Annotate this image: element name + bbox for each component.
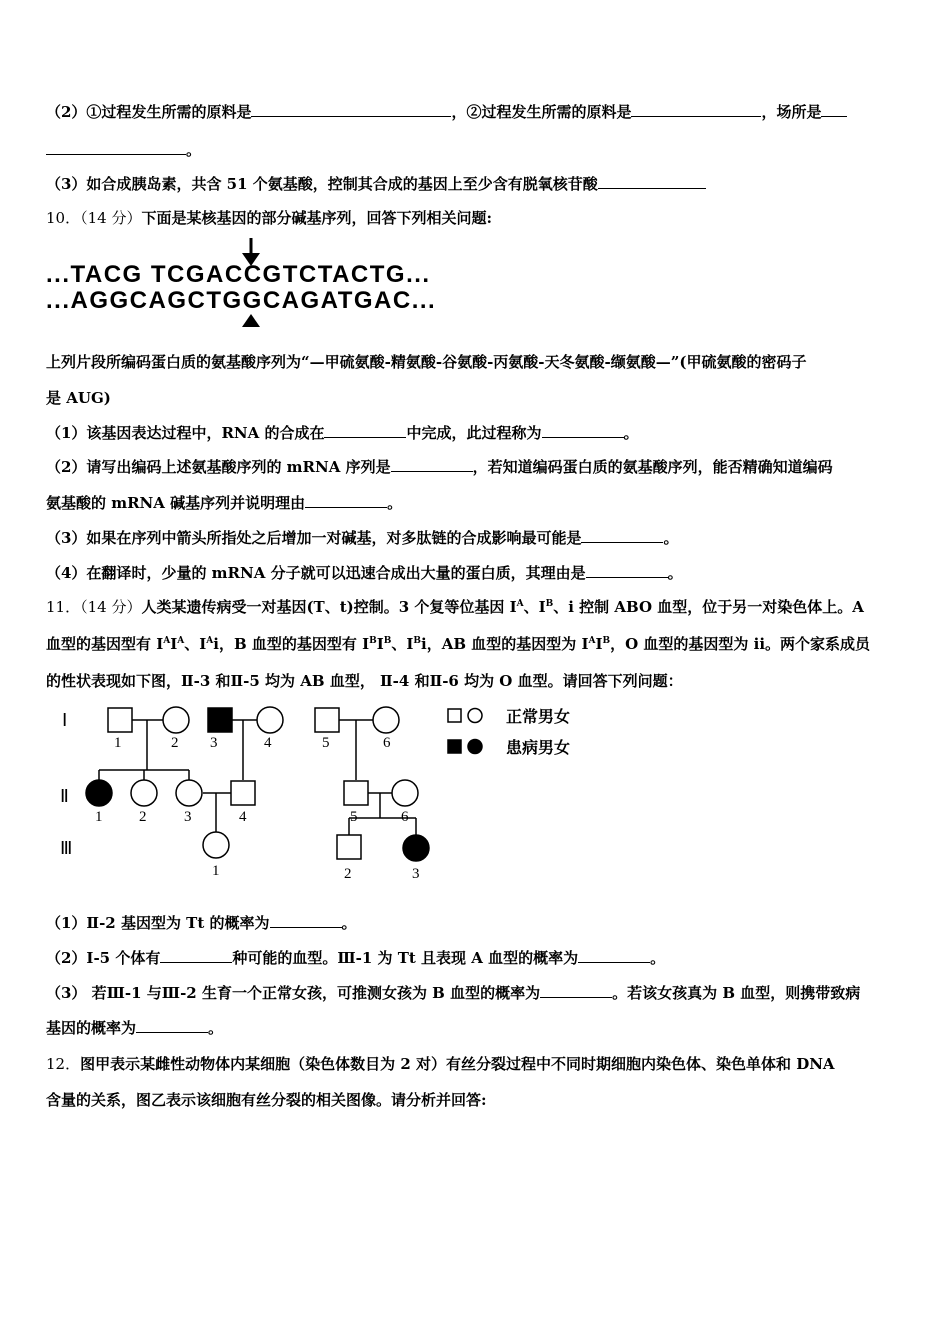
question-number: 12．: [46, 1055, 81, 1073]
q10-part2-text-b: ，若知道编码蛋白质的氨基酸序列，能否精确知道编码: [472, 458, 833, 476]
superscript: A: [206, 636, 214, 646]
superscript: B: [545, 599, 554, 609]
answer-blank[interactable]: [270, 913, 342, 928]
normal-male-icon: [448, 709, 461, 722]
q9-part2-line2: [46, 140, 201, 160]
individual-I-1-normal-male: [108, 708, 132, 732]
q10-part2-line1: [46, 457, 833, 477]
answer-blank[interactable]: [160, 948, 232, 963]
period: 。: [341, 914, 357, 932]
individual-II-2-normal-female: [131, 780, 157, 806]
label-II-6: 6: [401, 809, 409, 825]
q11-text: i，B 血型的基因型有 I: [213, 635, 370, 653]
q9-part3-text: （3）如合成胰岛素，共含 51 个氨基酸，控制其合成的基因上至少含有脱氧核苷酸: [46, 175, 598, 193]
individual-I-2-normal-female: [163, 707, 189, 733]
generation-label-II: Ⅱ: [60, 786, 69, 806]
individual-II-5-normal-male: [344, 781, 368, 805]
superscript: A: [163, 636, 171, 646]
q10-stem-text: 下面是某核基因的部分碱基序列，回答下列相关问题:: [141, 209, 492, 227]
period: 。: [186, 141, 202, 159]
q10-part3: [46, 528, 678, 548]
q11-text: 人类某遗传病受一对基因(T、t)控制。3 个复等位基因 I: [141, 598, 517, 616]
q12-text: 图甲表示某雌性动物体内某细胞（染色体数目为 2 对）有丝分裂过程中不同时期细胞内染色体、染色单体和 DNA: [80, 1055, 835, 1073]
q12-stem-line2: [46, 1090, 487, 1110]
generation-label-I: Ⅰ: [62, 710, 68, 730]
q10-part2-text-c: 氨基酸的 mRNA 碱基序列并说明理由: [46, 494, 306, 512]
answer-blank[interactable]: [305, 493, 387, 508]
individual-I-6-normal-female: [373, 707, 399, 733]
period: 。: [663, 529, 679, 547]
period: 。: [667, 564, 683, 582]
label-I-2: 2: [171, 735, 179, 751]
answer-blank[interactable]: [540, 983, 612, 998]
q10-part1-text-a: （1）该基因表达过程中，RNA 的合成在: [46, 424, 325, 442]
label-II-3: 3: [184, 809, 192, 825]
label-I-3: 3: [210, 735, 218, 751]
label-I-1: 1: [114, 735, 122, 751]
q10-intro-line2: [46, 388, 111, 408]
answer-blank[interactable]: [542, 423, 624, 438]
q11-stem-line2: [46, 634, 870, 654]
superscript: B: [383, 636, 392, 646]
q9-part2-text-a: （2）①过程发生所需的原料是: [46, 103, 252, 121]
superscript: B: [369, 636, 377, 646]
pedigree-chart: [46, 700, 606, 892]
q11-text: ，O 血型的基因型为 ii。两个家系成员: [610, 635, 871, 653]
q9-part2-text-c: ，场所是: [761, 103, 822, 121]
period: 。: [650, 949, 666, 967]
q9-part3: [46, 174, 706, 194]
legend-affected-label: 患病男女: [506, 740, 571, 757]
q11-part3-line1: [46, 983, 860, 1003]
q10-part4: [46, 563, 683, 583]
label-II-1: 1: [95, 809, 103, 825]
individual-III-3-affected-female: [403, 835, 429, 861]
individual-II-4-normal-male: [231, 781, 255, 805]
label-III-2: 2: [344, 866, 352, 882]
q11-part2-text-b: 种可能的血型。Ⅲ-1 为 Tt 且表现 A 血型的概率为: [232, 949, 579, 967]
q11-part1-text: （1）Ⅱ-2 基因型为 Tt 的概率为: [46, 914, 270, 932]
label-I-5: 5: [322, 735, 330, 751]
label-III-1: 1: [212, 863, 220, 879]
q11-part2: [46, 948, 665, 968]
individual-I-4-normal-female: [257, 707, 283, 733]
q11-text: i，AB 血型的基因型为 I: [421, 635, 589, 653]
period: 。: [208, 1019, 224, 1037]
pedigree-legend: [448, 707, 570, 757]
period: 。: [387, 494, 403, 512]
q11-part1: [46, 913, 357, 933]
superscript: A: [588, 636, 596, 646]
answer-blank[interactable]: [578, 948, 650, 963]
answer-blank[interactable]: [821, 102, 847, 117]
q10-stem: [46, 208, 492, 228]
answer-blank[interactable]: [391, 457, 473, 472]
individual-II-3-normal-female: [176, 780, 202, 806]
q10-intro-text-b: 是 AUG): [46, 389, 111, 407]
normal-female-icon: [468, 709, 482, 723]
individual-I-5-normal-male: [315, 708, 339, 732]
generation-label-III: Ⅲ: [60, 838, 73, 858]
label-I-6: 6: [383, 735, 391, 751]
q10-part1: [46, 423, 639, 443]
q11-stem-line3: [46, 671, 683, 691]
q10-part2-line2: [46, 493, 402, 513]
q10-intro-text-a: 上列片段所编码蛋白质的氨基酸序列为“—甲硫氨酸-精氨酸-谷氨酸-丙氨酸-天冬氨酸-缬氨酸—”(甲硫氨酸的密码子: [46, 353, 807, 371]
q11-stem-line1: [46, 597, 864, 617]
answer-blank[interactable]: [324, 423, 406, 438]
q10-part1-text-b: 中完成，此过程称为: [406, 424, 542, 442]
dna-strand-top: ...TACG TCGACCGTCTACTG...: [46, 261, 431, 288]
q11-text: 血型的基因型有 I: [46, 635, 164, 653]
affected-male-icon: [448, 740, 461, 753]
answer-blank[interactable]: [136, 1018, 208, 1033]
q10-intro-line1: [46, 352, 807, 372]
label-III-3: 3: [412, 866, 420, 882]
q11-part3-text-b: 。若该女孩真为 B 血型，则携带致病: [612, 984, 861, 1002]
q11-text: I: [376, 635, 384, 653]
period: 。: [623, 424, 639, 442]
label-I-4: 4: [264, 735, 272, 751]
answer-blank[interactable]: [586, 563, 668, 578]
individual-numbers: [95, 735, 420, 882]
q11-part2-text-a: （2）Ⅰ-5 个体有: [46, 949, 161, 967]
dna-strand-bottom: ...AGGCAGCTGGCAGATGAC...: [46, 287, 437, 314]
question-number: 10．（14 分）: [46, 209, 142, 227]
answer-blank[interactable]: [251, 102, 451, 117]
q11-text: 的性状表现如下图，Ⅱ-3 和Ⅱ-5 均为 AB 血型， Ⅱ-4 和Ⅱ-6 均为 O 血型。请回答下列问题：: [46, 672, 683, 690]
answer-blank[interactable]: [631, 102, 761, 117]
q12-text: 含量的关系，图乙表示该细胞有丝分裂的相关图像。请分析并回答:: [46, 1091, 487, 1109]
q9-part2-text-b: ，②过程发生所需的原料是: [451, 103, 632, 121]
label-II-5: 5: [350, 809, 358, 825]
up-arrow-icon: [242, 314, 260, 327]
q11-part3-text-c: 基因的概率为: [46, 1019, 137, 1037]
dna-sequence-figure: [46, 236, 606, 332]
label-II-4: 4: [239, 809, 247, 825]
superscript: B: [413, 636, 421, 646]
q11-text: 、I: [523, 598, 546, 616]
q11-text: 、I: [391, 635, 414, 653]
question-number: 11．（14 分）: [46, 598, 142, 616]
q11-part3-text-a: （3） 若Ⅲ-1 与Ⅲ-2 生育一个正常女孩，可推测女孩为 B 血型的概率为: [46, 984, 541, 1002]
individual-III-2-normal-male: [337, 835, 361, 859]
individual-II-6-normal-female: [392, 780, 418, 806]
individual-I-3-affected-male: [208, 708, 232, 732]
q11-part3-line2: [46, 1018, 223, 1038]
pedigree-lines: [99, 720, 416, 835]
q11-text: I: [170, 635, 178, 653]
q12-stem-line1: [46, 1054, 835, 1074]
q9-part2-line1: [46, 102, 847, 122]
label-II-2: 2: [139, 809, 147, 825]
answer-blank[interactable]: [598, 174, 706, 189]
legend-normal-label: 正常男女: [506, 709, 571, 726]
q11-text: 、i 控制 ABO 血型，位于另一对染色体上。A: [553, 598, 864, 616]
q10-part2-text-a: （2）请写出编码上述氨基酸序列的 mRNA 序列是: [46, 458, 391, 476]
individual-II-1-affected-female: [86, 780, 112, 806]
superscript: B: [602, 636, 611, 646]
q11-text: 、I: [184, 635, 207, 653]
individual-III-1-normal-female: [203, 832, 229, 858]
q10-part4-text: （4）在翻译时，少量的 mRNA 分子就可以迅速合成出大量的蛋白质，其理由是: [46, 564, 586, 582]
answer-blank[interactable]: [46, 140, 186, 155]
q10-part3-text: （3）如果在序列中箭头所指处之后增加一对碱基，对多肽链的合成影响最可能是: [46, 529, 582, 547]
answer-blank[interactable]: [581, 528, 663, 543]
superscript: A: [177, 636, 185, 646]
affected-female-icon: [468, 740, 482, 754]
q11-text: I: [595, 635, 603, 653]
superscript: A: [516, 599, 524, 609]
